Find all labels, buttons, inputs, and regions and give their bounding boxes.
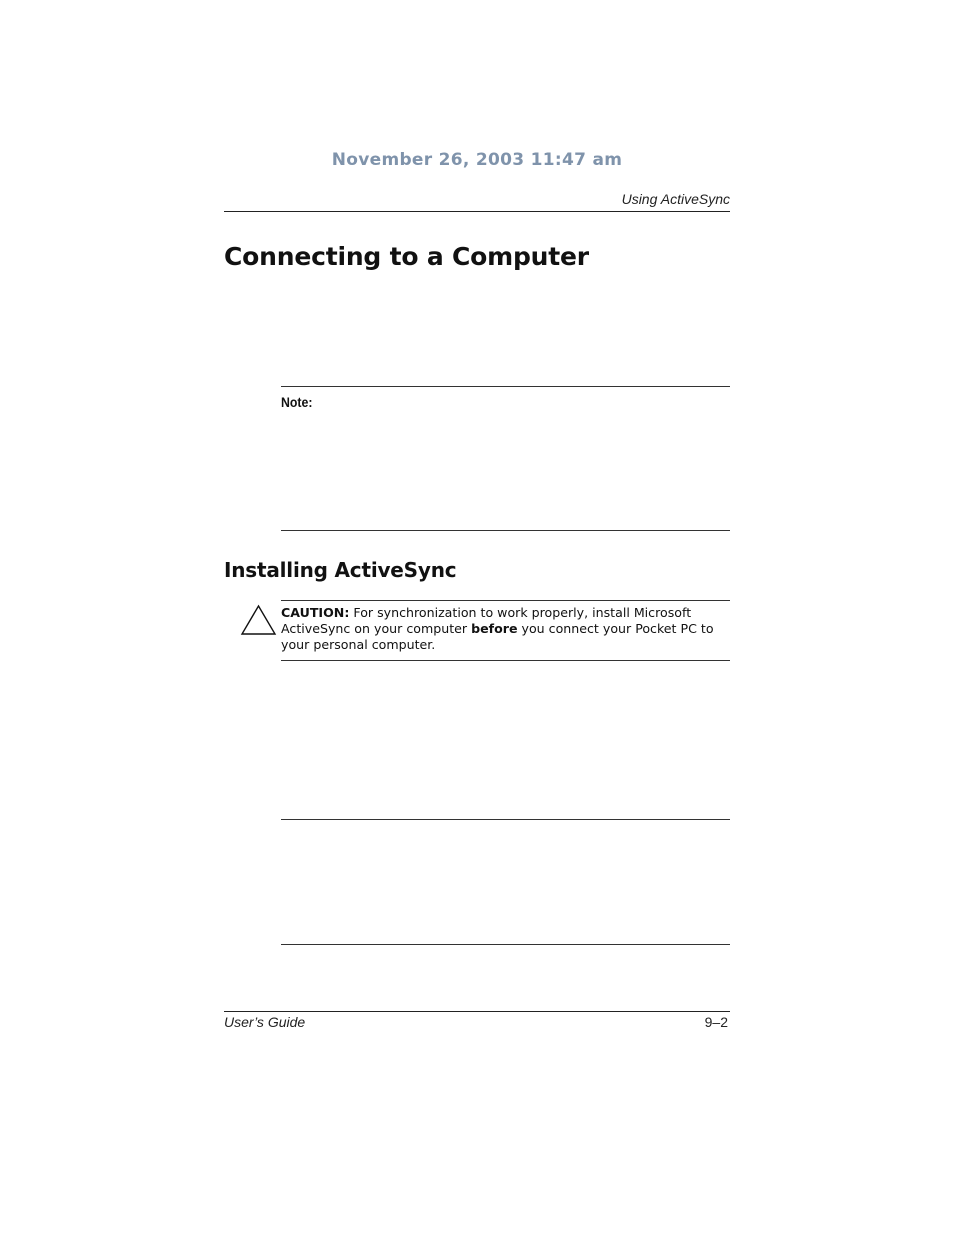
- print-timestamp: November 26, 2003 11:47 am: [331, 150, 623, 170]
- section-title: Connecting to a Computer: [224, 242, 589, 271]
- block-rule-2: [281, 944, 730, 945]
- caution-triangle-icon: [240, 604, 277, 636]
- header-rule: [224, 211, 730, 212]
- footer-rule: [224, 1011, 730, 1012]
- caution-emphasis: before: [471, 621, 518, 636]
- caution-label: CAUTION:: [281, 605, 350, 620]
- footer-guide-title: User’s Guide: [224, 1014, 306, 1030]
- caution-top-rule: [281, 600, 730, 601]
- caution-body-1: For synchronization to work properly, install Microsoft ActiveSync on your computer: [281, 605, 692, 636]
- subsection-title: Installing ActiveSync: [224, 558, 457, 582]
- caution-body-2: you connect your Pocket PC to your personal computer.: [281, 621, 714, 652]
- running-head: Using ActiveSync: [621, 191, 730, 207]
- note-bottom-rule: [281, 530, 730, 531]
- page-number: 9–2: [704, 1014, 728, 1030]
- caution-bottom-rule: [281, 660, 730, 661]
- caution-text: [281, 605, 730, 653]
- note-top-rule: [281, 386, 730, 387]
- block-rule-1: [281, 819, 730, 820]
- note-label: Note:: [281, 394, 313, 410]
